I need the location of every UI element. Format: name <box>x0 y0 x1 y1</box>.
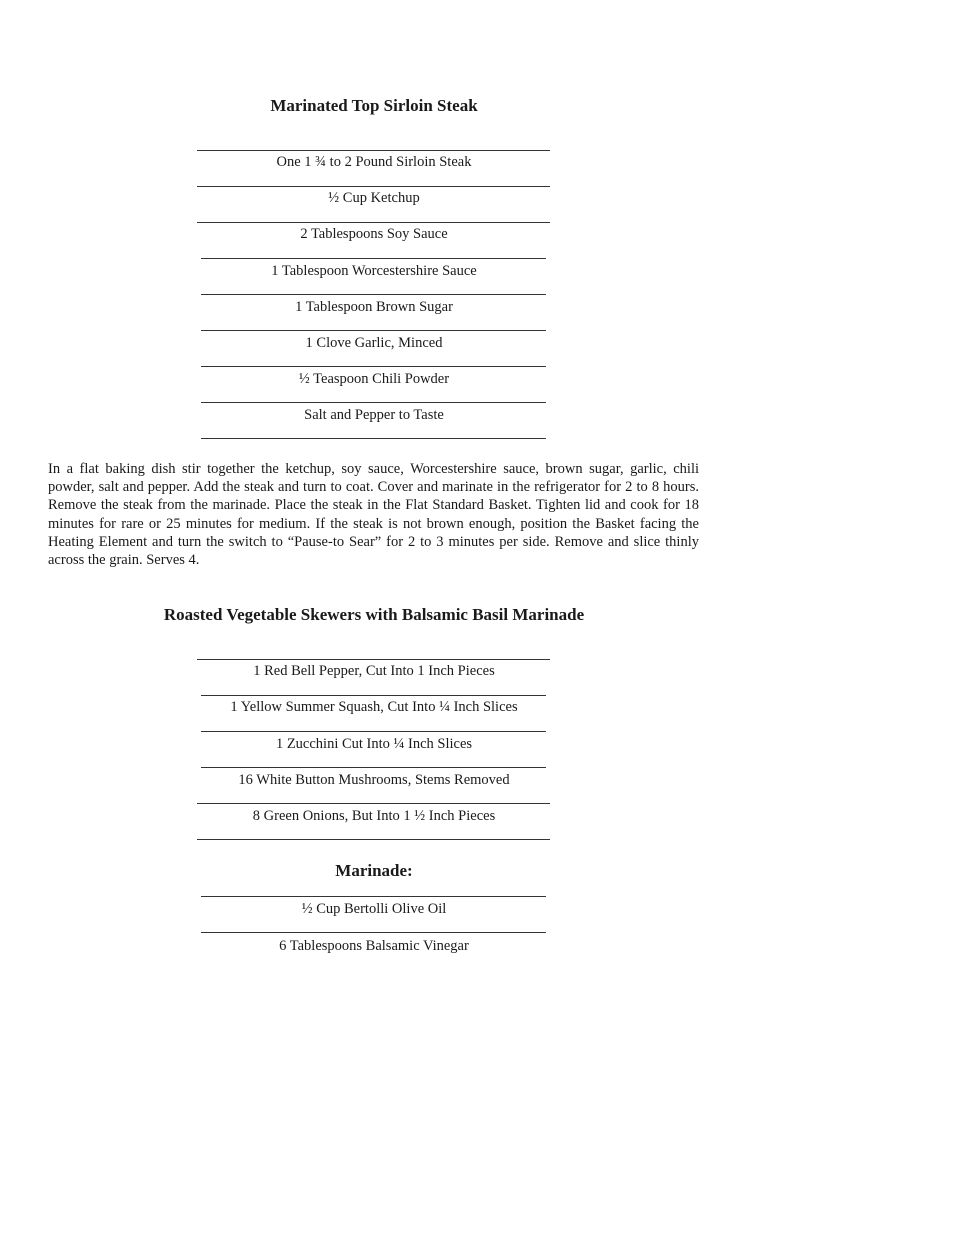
ingredient-item: 1 Tablespoon Brown Sugar <box>295 299 453 315</box>
ingredient-item: ½ Cup Ketchup <box>328 190 420 206</box>
ingredient-item: 6 Tablespoons Balsamic Vinegar <box>279 938 469 954</box>
marinade-heading: Marinade: <box>335 861 413 880</box>
divider <box>197 659 550 660</box>
divider <box>201 932 546 933</box>
recipe-title: Marinated Top Sirloin Steak <box>270 96 478 115</box>
recipe-instructions: In a flat baking dish stir together the ketchup, soy sauce, Worcestershire sauce, brown sugar, garlic, chili powder, salt and pepper. Add the steak and turn to coat. Cover and marinate in the refrigerator for 2 to 8 hours. Remove the steak from the marinade. Place the steak in the Flat Standard Basket. Tighten lid and cook for 18 minutes for rare or 25 minutes for medium. If the steak is not brown enough, position the Basket facing the Heating Element and turn the switch to “Pause-to Sear” for 2 to 3 minutes per side. Remove and slice thinly across the grain. Serves 4. <box>48 461 699 569</box>
divider <box>197 803 550 804</box>
divider <box>197 839 550 840</box>
divider <box>197 150 550 151</box>
ingredient-item: One 1 ¾ to 2 Pound Sirloin Steak <box>276 154 472 170</box>
ingredient-item: Salt and Pepper to Taste <box>304 407 444 423</box>
ingredient-item: 1 Red Bell Pepper, Cut Into 1 Inch Pieces <box>253 663 495 679</box>
divider <box>201 402 546 403</box>
divider <box>201 896 546 897</box>
ingredient-item: 1 Yellow Summer Squash, Cut Into ¼ Inch Slices <box>230 699 518 715</box>
divider <box>197 186 550 187</box>
divider <box>201 438 546 439</box>
divider <box>201 330 546 331</box>
ingredient-item: 1 Zucchini Cut Into ¼ Inch Slices <box>275 736 473 752</box>
ingredient-item: 1 Tablespoon Worcestershire Sauce <box>271 263 477 279</box>
divider <box>201 294 546 295</box>
divider <box>201 366 546 367</box>
divider <box>201 258 546 259</box>
ingredient-item: ½ Cup Bertolli Olive Oil <box>301 901 447 917</box>
ingredient-item: 1 Clove Garlic, Minced <box>305 335 443 351</box>
recipe-title: Roasted Vegetable Skewers with Balsamic Basil Marinade <box>163 605 585 624</box>
divider <box>201 731 546 732</box>
ingredient-item: 2 Tablespoons Soy Sauce <box>300 226 448 242</box>
ingredient-item: ½ Teaspoon Chili Powder <box>298 371 450 387</box>
ingredient-item: 16 White Button Mushrooms, Stems Removed <box>238 772 510 788</box>
divider <box>197 222 550 223</box>
divider <box>201 695 546 696</box>
ingredient-item: 8 Green Onions, But Into 1 ½ Inch Pieces <box>252 808 496 824</box>
divider <box>201 767 546 768</box>
